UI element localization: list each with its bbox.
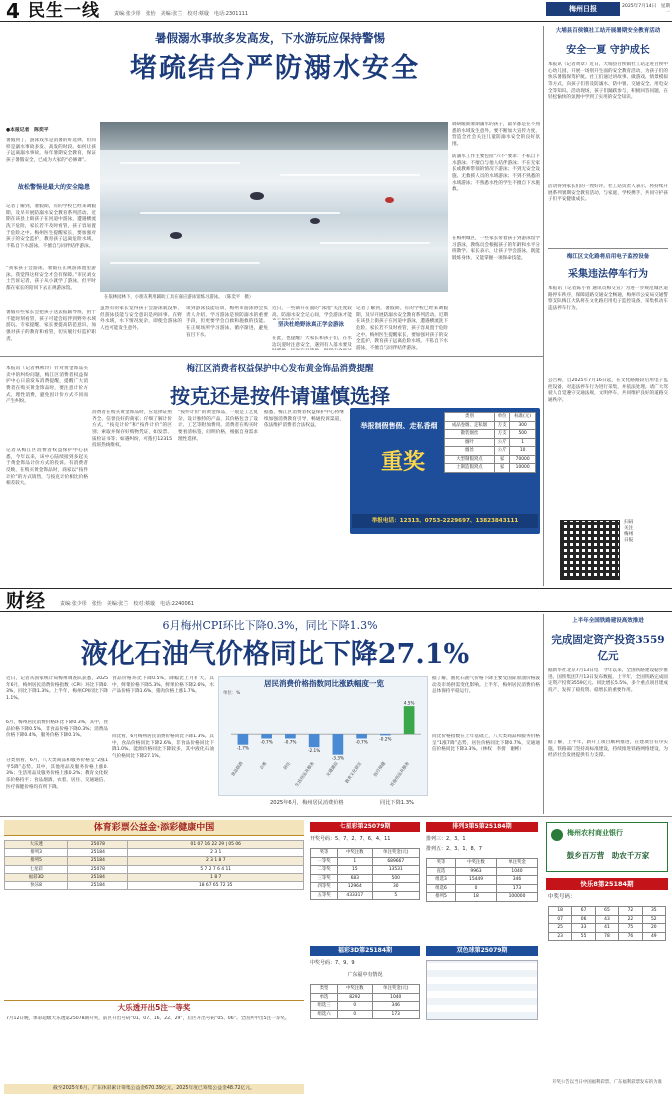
lottery-row [5,857,304,865]
pl-cell: 组选3 [427,876,456,885]
editors-line: 责编:张少彤 张怡 美编:张兰 校对:蔡璇 电话:2301111 [114,11,249,17]
lottery-header [4,820,304,836]
chart-bar-1 [261,734,272,738]
ad-cell: 公斤 [494,447,509,456]
bank-logo-icon [551,829,563,841]
pl-cell: 0 [456,884,497,893]
article-subhead-2: 坚决杜绝野泳真正学会游泳 [277,322,344,328]
lottery-cell: 25184 [68,857,128,865]
fc-cell: 8292 [338,993,372,1002]
chart-bar-5 [356,734,367,738]
lottery-cell: 排列5 [5,857,68,865]
kl8-grid [548,906,666,941]
lottery-cell: 2 3 1 [128,849,304,857]
pl-cell: 9963 [456,867,497,876]
fc-cell: 组选三 [311,1002,338,1011]
qxc-table [310,848,420,900]
chart-data-label-1: -0.7% [260,739,273,745]
pl-table [426,858,538,902]
section-title-finance: 财经 [6,590,47,612]
ad-cell: 70000 [510,455,536,464]
masthead-logo: 梅州日报 [546,2,620,16]
kl8-num: 22 [619,915,642,924]
article-body-6: 谈到游泳技能培训，梅州市游泳协会负责人介绍，学习游泳是预防溺水的重要手段，但更要学会自救和施救的技能。在正规场所学习游泳，循序渐进，避免盲目下水。 [186,306,268,338]
qxc-th: 中奖注数 [338,849,372,858]
bank-ad-slogan: 鼓乡百万营 助农千万家 [566,851,650,860]
page-header-caijing [0,588,672,612]
qxc-cell: 五等奖 [311,891,338,900]
lottery-notice-title: 大乐透开出5注一等奖 [4,1000,304,1014]
photo-caption: 在依林园林下，小朋友利用辅助工具在嘉应游泳馆练习游泳。 （陈奕平 摄） [104,295,254,300]
finance-body-6: 据了解，液化石油气价格下降主要受国际原油价格波动及市场供需变化影响。上半年，梅州居民消费价格总体保持平稳运行。 [432,676,540,695]
sidebar-headline-2: 采集违法停车行为 [568,269,648,280]
kl8-num: 52 [642,915,665,924]
fc-cell: 173 [372,1010,420,1019]
pl-cell: 100000 [497,893,538,902]
qxc-cell: 13531 [372,866,420,875]
ad-cell: 万支 [494,430,509,439]
lottery-cell: 2 3 1 8 7 [128,857,304,865]
ad-big-word: 重奖 [380,450,425,475]
chart-data-label-0: -1.7% [236,745,249,751]
lottery-row [5,865,304,873]
qxc-cell: 30 [372,883,420,892]
ad-cell: 500 [510,430,536,439]
lottery-cell: 25184 [68,882,128,890]
kl8-num: 65 [595,907,618,916]
fc-table [310,984,420,1019]
qxc-th: 奖等 [311,849,338,858]
article2-body-4: “按件计价”的黄金饰品，一般是工艺复杂、设计独特的产品，其价格包含了设计、工艺等附加费用。消费者在购买时要看清标签，问明价格，根据自身需求理性选择。 [178,410,258,442]
chart-category-label-0: 食品烟酒 [229,760,244,778]
pl-cell: 组选6 [427,884,456,893]
fc-cell: 1040 [372,993,420,1002]
chart-title: 居民消费价格指数同比涨跌幅度一览 [264,679,384,688]
lottery-footer: 截至2025年6月，广东体彩累计筹集公益金670.39亿元，2025年度已筹集公益金48.72亿元。 [4,1084,304,1094]
fc-cell: 0 [338,1002,372,1011]
lottery-cell: 排列3 [5,849,68,857]
column-divider [543,26,544,586]
pl-cell: 173 [497,884,538,893]
chart-bar-4 [333,734,344,755]
article2-body-1: 本报讯（记者林秋玲）针对黄金饰品买卖中的纠纷问题，梅江区消费者权益保护中心日前发布消费提醒，提醒广大消费者在购买黄金饰品时，要注意计价方式，理性消费，避免因计价方式不同而产生纠纷。 [6,366,88,405]
qxc-cell: 三等奖 [311,874,338,883]
ad-cell: 土制造假窝点 [445,464,495,473]
fc-th: 类型 [311,985,338,994]
kl8-num: 67 [572,907,595,916]
article-body-9: 防溺水工作主要包括“六不”要求：不私自下水游泳；不擅自与他人结伴游泳；不在无家长或教师带领的情况下游泳；不到无安全设施、无救援人员的水域游泳；不到不熟悉的水域游泳；不熟悉水性的学生不擅自下水施救。 [452,154,540,193]
article2-body-2: 记者从梅江区消费者权益保护中心获悉，今年以来，该中心陆续接到多起关于黄金饰品计价方式的投诉。有消费者反映，在购买黄金饰品时，商家以“按件计价”的方式销售，与按克计价相比价格相差较大。 [6,448,88,487]
ad-cell: 300 [510,421,536,430]
kl8-num: 18 [549,907,572,916]
lottery-cell: 大乐透 [5,841,68,849]
page-number: 4 [6,0,20,23]
qxc-title: 七星彩第25079期 [310,822,420,832]
pl-cell: 18 [456,893,497,902]
chart-category-label-5: 教育文化娱乐 [343,760,363,785]
section-title: 民生一线 [28,1,100,21]
editors-line-2: 责编:张少彤 张怡 美编:张兰 校对:蔡璇 电话:2240061 [60,601,195,607]
cpi-bar-chart [219,697,429,797]
pl-cell: 直选 [427,867,456,876]
ssq-graphic [426,960,538,1020]
qxc-cell: 500 [372,874,420,883]
pl-cell: 15449 [456,876,497,885]
finance-body-7: 同比价格指数在上年基础上，八大类商品和服务价格呈“1涨7降”态势，居住价格同比下降0.7%，交通通信价格同比下降3.3%。（林权 李倩 谢彬） [432,734,540,753]
kl8-num: 41 [595,924,618,933]
article-body-7: 近日，一些制开在面的“泳池”关注度较高，防溺水安全记心间，学会游泳才能 [272,306,352,318]
lottery-results-table [4,840,304,890]
sidebar2-body-2: 据了解，上半年，新开工项目顺利推进，在建项目有序实施。铁路部门坚持高标准建设，持续推进铁路网络建设，为经济社会发展提供有力支撑。 [548,740,668,759]
qxc-cell: 433317 [338,891,372,900]
ad-cell: 公斤 [494,438,509,447]
chart-category-label-2: 居住 [282,760,292,771]
anti-smuggling-ad [350,408,540,534]
chart-category-label-6: 医疗保健 [372,760,387,778]
article-body-4: 暑假有些家长会把孩子送去报辅导班，由于不能时刻看管，孩子可能会结伴到野外水域游玩。专家提醒，家长要提高防范意识，加强对孩子的教育和看管，切实履行好监护职责。 [6,310,96,342]
chart-unit: 单位：% [223,691,241,696]
chart-bar-0 [238,734,249,745]
chart-category-label-3: 生活用品及服务 [294,760,315,788]
ad-th-0: 类别 [445,413,495,422]
lottery-row [5,882,304,890]
lottery-cell: 25078 [68,865,128,873]
lottery-cell: 快乐8 [5,882,68,890]
article-kicker: 暑假溺水事故多发高发，下水游玩应保持警惕 [155,31,385,45]
chart-data-label-3: -2.1% [308,748,321,754]
kl8-num: 72 [619,907,642,916]
kl8-num: 33 [572,924,595,933]
pl-title: 排列3第5第25184期 [426,822,538,832]
section-divider-2 [0,816,672,817]
ad-cell: 烟丝 [445,447,495,456]
chart-data-label-6: -0.2% [379,736,392,742]
article-body-5: 虽然有的家长觉得孩子会游泳就没事，但游泳技能与安全意识是两回事。在野外水域，水下情况复杂，即使会游泳的人也可能发生意外。 [100,306,182,331]
bank-ad-title: 梅州农村商业银行 [567,829,623,837]
lottery-cell: 5 7 2 7 6 4 11 [128,865,304,873]
pl-th: 中奖注数 [456,859,497,868]
sidebar-divider [548,248,668,249]
finance-body-2: 6月，梅州居民消费价格环比下降0.3%，其中，食品价格下降0.5%，非食品价格下降0.3%；消费品价格下降0.4%，服务价格下降0.1%。 [6,720,108,739]
pl-cell: 1040 [497,867,538,876]
article-body-1: 暑假到了，游泳戏水是消暑的好选择，但同样是溺水事故多发、高发的时段。如何让孩子远离溺水事故，每年暑期安全教育，保证孩子暑假安全，已成为大家的“必修课”。 [6,138,96,163]
ad-cell: 家 [494,464,509,473]
article2-headline: 按克还是按件请谨慎选择 [170,384,390,408]
sidebar-headline-1: 安全一夏 守护成长 [566,45,650,56]
gd-title: 广东福中有情况 [347,972,383,978]
kl8-num: 55 [572,932,595,941]
sidebar-body-2: 活动得到家长们的一致好评。社工站负责人表示，将持续开展系列暑期安全教育活动，与家庭、学校携手，共同守护孩子们平安健康成长。 [548,184,668,203]
kl8-num: 49 [642,932,665,941]
ad-cell: 10000 [510,464,536,473]
qr-label: 扫码关注梅州日报 [624,520,634,543]
lottery-row [5,873,304,881]
kl8-num: 78 [595,932,618,941]
ad-th-2: 标准(元) [510,413,536,422]
sidebar-body-4: 公告称，自2025年7月16日起，在文化路路段启用电子监控设备，对违法停车行为进行采集，并依法处理。请广大驾驶人自觉遵守交通法规，文明停车，共同维护良好的道路交通秩序。 [548,378,668,403]
qxc-cell: 四等奖 [311,883,338,892]
ad-cell: 散装烟丝 [445,430,495,439]
kl8-label: 中奖号码： [548,894,576,900]
lottery-row [5,849,304,857]
chart-category-label-4: 交通通信 [324,760,339,778]
fc-cell: 0 [338,1010,372,1019]
qxc-cell: 12964 [338,883,372,892]
ad-cell: 成品卷烟、走私烟 [445,421,495,430]
kl8-num: 35 [642,907,665,916]
lottery-notice: 7月12日晚，体彩超级大乐透第25078期开奖，前区开出号码“01、07、16、22、29”，后区开出号码“05、06”。全国共中出5注一等奖。 [6,1016,290,1021]
news-photo-swimming [100,122,448,292]
fc-th: 中奖注数 [338,985,372,994]
lottery-cell: 福彩3D [5,873,68,881]
chart-data-label-7: 4.5% [403,700,415,706]
sidebar-body-3: 本报讯（记者陈小青 通讯员梅交宣）为进一步规范城区道路停车秩序，保障道路交通安全畅通，梅州市公安局交通警察支队梅江大队将在文化路启用电子监控设备，采集机动车违法停车行为。 [548,286,668,311]
pl5-numbers: 排列五：2、3、1、8、7 [426,846,482,852]
qxc-numbers: 开奖号码：5、7、2、7、6、4、11 [310,836,391,842]
kl8-num: 25 [549,924,572,933]
finance-body-1: 近日，记者从国家统计局梅州调查队获悉，2025年6月，梅州居民消费价格指数（CPI）环比下降0.3%，同比下降1.3%。上半年，梅州CPI同比下降1.1%。 [6,676,108,701]
qxc-cell: 二等奖 [311,866,338,875]
article2-body-3: 消费者在购买黄金饰品时，应选择证照齐全、信誉良好的商家；仔细了解计价方式，“按克计价”和“按件计价”的区别；索取并保存好购物凭证，如发票、质检证书等；如遇纠纷，可拨打12315投诉热线维权。 [92,410,172,449]
ad-cell: 10 [510,447,536,456]
chart-caption: 2025年6月，梅州居民消费价格 [270,800,344,806]
sidebar2-headline: 完成固定资产投资3559亿元 [551,634,665,662]
chart-category-label-7: 其他用品及服务 [389,760,410,788]
chart-bar-2 [285,734,296,738]
kl8-num: 23 [549,932,572,941]
chart-category-label-1: 衣着 [258,760,268,771]
article2-body-5: 据悉，梅江区消费者权益保护中心将继续加强消费教育引导，畅通投诉渠道，依法维护消费者合法权益。 [264,410,344,429]
sidebar2-body-1: 据新华社北京7月13日电 今年以来，全国铁路建设稳步推进。国铁集团7月13日发布数据，上半年，全国铁路完成固定资产投资3559亿元、同比增长5.5%，多个重点项目建成投产，发挥了稳投资、稳增长的重要作用。 [548,668,668,693]
pl-th: 单注奖金 [497,859,538,868]
finance-body-3: 分类别看，6月，八大类商品和服务价格呈“2涨1平5降”态势。其中，其他用品及服务价格上涨0.3%；生活用品及服务价格上涨0.2%；教育文化娱乐价格持平；食品烟酒、衣着、居住、交通通信、医疗保健价格均有所下降。 [6,758,108,790]
pl-cell: 346 [497,876,538,885]
pl3-numbers: 排列三：2、3、1 [426,836,466,842]
bank-ad [546,822,668,872]
ad-reward-table [444,412,536,473]
chart-data-label-5: -0.7% [355,739,368,745]
qxc-cell: 15 [338,866,372,875]
article2-kicker: 梅江区消费者权益保护中心发布黄金饰品消费提醒 [186,364,374,374]
qr-code[interactable] [560,520,620,580]
chart-data-label-2: -0.7% [284,739,297,745]
lottery-cell: 七星彩 [5,865,68,873]
finance-headline: 液化石油气价格同比下降27.1% [80,639,470,670]
fc-th: 单注奖金(元) [372,985,420,994]
kl8-title: 快乐8第25184期 [546,878,668,890]
ad-cell: 家 [494,455,509,464]
issue-date: 2025年7月14日 星期一 [621,4,670,16]
lottery-cell: 25184 [68,873,128,881]
chart-bar-3 [309,734,320,747]
lottery-cell: 25184 [68,849,128,857]
section-divider-1 [0,356,543,357]
qxc-cell: 689667 [372,857,420,866]
ad-cell: 大型制假窝点 [445,455,495,464]
sidebar2-kicker: 上半年全国铁路建设高效推进 [572,618,644,624]
kl8-num: 20 [642,924,665,933]
lottery-cell: 25078 [68,841,128,849]
ad-cell: 烟叶 [445,438,495,447]
lottery-row [5,841,304,849]
fc-cell: 单选 [311,993,338,1002]
ssq-title: 双色球第25079期 [426,946,538,956]
chart-bar-6 [380,734,391,735]
sidebar-kicker-1: 大埔县百侯镇社工站开展暑期安全教育活动 [555,28,661,34]
pl-th: 奖等 [427,859,456,868]
kl8-num: 07 [549,915,572,924]
article-body-10b-text: 记者了解到，暑假期，有的学校已经来调假期，及早开展防溺水安全教育系列活动。近期在该县上街孩子在河道中游泳，遭遇横流洗下危险，家长若不及时看管，孩子容易置于危险之中。梅州医生提醒家长，要加强对孩子的安全监护，教育孩子远离危险水域，不私自下水游泳，不擅自与同伴结伴游泳。 [356,306,448,350]
finance-body-4: 食品价格环比下降0.5%，降幅比上月扩大。其中，鲜菜价格下降5.3%，鲜果价格下降2.6%，水产品价格下降1.6%，猪肉价格上涨1.7%。 [112,676,214,695]
article-body-3: “我家孩子会游泳，暑假在正规游泳池里游泳。我觉得这样安全才会有保障。”市民刘女士告诉记者，孩子从小就学了游泳，但平时都在家长的陪同下去正规游泳馆。 [6,266,96,291]
article-body-7b: 在此，也提醒广大家长和孩子们，在水边玩耍时注意安全，遇到有人落水要及 [272,336,352,348]
fc3d-numbers: 中奖号码：7、9、9 [310,960,355,966]
article-subhead-1: 故松警惕是最大的安全隐患 [17,184,90,191]
qxc-cell: 5 [372,891,420,900]
sidebar-body-1: 本报讯（记者黄章）近日，大埔县百侯镇社工站走进百侯中心幼儿园，开展一场别开生面的安全教育活动，为孩子们的快乐暑假保驾护航。社工们通过讲故事、做游戏、情景模拟等方式，向孩子们普及防溺水、防中暑、交通安全、用电安全等知识。活动现场，孩子们踊跃参与，积极回答问题，在轻松愉快的氛围中学到了实用的安全知识。 [548,62,668,101]
article-body-2: 记者了解到，暑假期，有的学校已经来调假期，及早开展防溺水安全教育系列活动。近期在该县上街孩子在河道中游泳，遭遇横流洗下危险，家长若不及时看管，孩子容易置于危险之中。梅州医生提醒家长，要加强对孩子的安全监护，教育孩子远离危险水域，不私自下水游泳，不擅自与同伴结伴游泳。 [6,204,96,249]
kl8-num: 43 [595,915,618,924]
finance-body-5: 同比看，6月梅州居民消费价格同比下降1.3%。其中，食品价格同比下降2.6%，非食品价格同比下降1.0%。能源价格同比下降较多，其中液化石油气价格同比下降27.1%。 [112,734,214,759]
ad-title: 举报制假售假、走私香烟 [360,422,438,430]
qxc-th: 单注奖金(元) [372,849,420,858]
article-byline: ●本报记者 陈奕平 [6,128,49,133]
column-divider-2 [543,614,544,814]
ad-th-1: 单位 [494,413,509,422]
article-body-8: 调研暖期暑期溺水的孩子，最早都是在不熟悉的水域发生意外。要不断加大宣传力度，营造全社会关注儿童防溺水安全的良好氛围。 [452,122,540,147]
lottery-cell: 1 8 7 [128,873,304,881]
kl8-footer: 开奖公告以当日中国福利彩票、广东福利彩票发布的为准 [552,1080,662,1085]
kl8-num: 06 [572,915,595,924]
chart-data-label-4: -3.3% [331,755,344,761]
qxc-cell: 1 [338,857,372,866]
lottery-cell: 01 07 16 22 29 | 05 06 [128,841,304,849]
fc3d-title: 福彩3D第25184期 [310,946,420,956]
sidebar-kicker-2: 梅江区文化路将启用电子监控设备 [566,254,650,260]
chart-caption-2: 同比下降1.3% [380,800,414,806]
finance-kicker: 6月梅州CPI环比下降0.3%，同比下降1.3% [162,619,378,632]
ad-cell: 万支 [494,421,509,430]
lottery-title: 体育彩票公益金·添彩健康中国 [93,823,215,833]
article-headline: 堵疏结合严防溺水安全 [130,53,420,84]
fc-cell: 346 [372,1002,420,1011]
article-body-10: 在梅州城区，一些家长带着孩子到游泳馆学习游泳，教练员会根据孩子的年龄和水平分班教学。家长表示，让孩子学会游泳，既能锻炼身体，又能掌握一项保命技能。 [452,236,540,261]
chart-bar-7 [404,706,415,734]
pl-cell: 排列5 [427,893,456,902]
ad-phone: 举报电话：12313、0753-2229697、13823843111 [352,514,538,528]
qxc-cell: 一等奖 [311,857,338,866]
article-body-10b [356,306,448,350]
kl8-num: 75 [619,924,642,933]
cpi-chart-box [218,676,428,796]
fc-cell: 组选六 [311,1010,338,1019]
lottery-cell: 18 67 65 72 35 [128,882,304,890]
ad-cell: 1 [510,438,536,447]
kl8-num: 76 [619,932,642,941]
qxc-cell: 683 [338,874,372,883]
